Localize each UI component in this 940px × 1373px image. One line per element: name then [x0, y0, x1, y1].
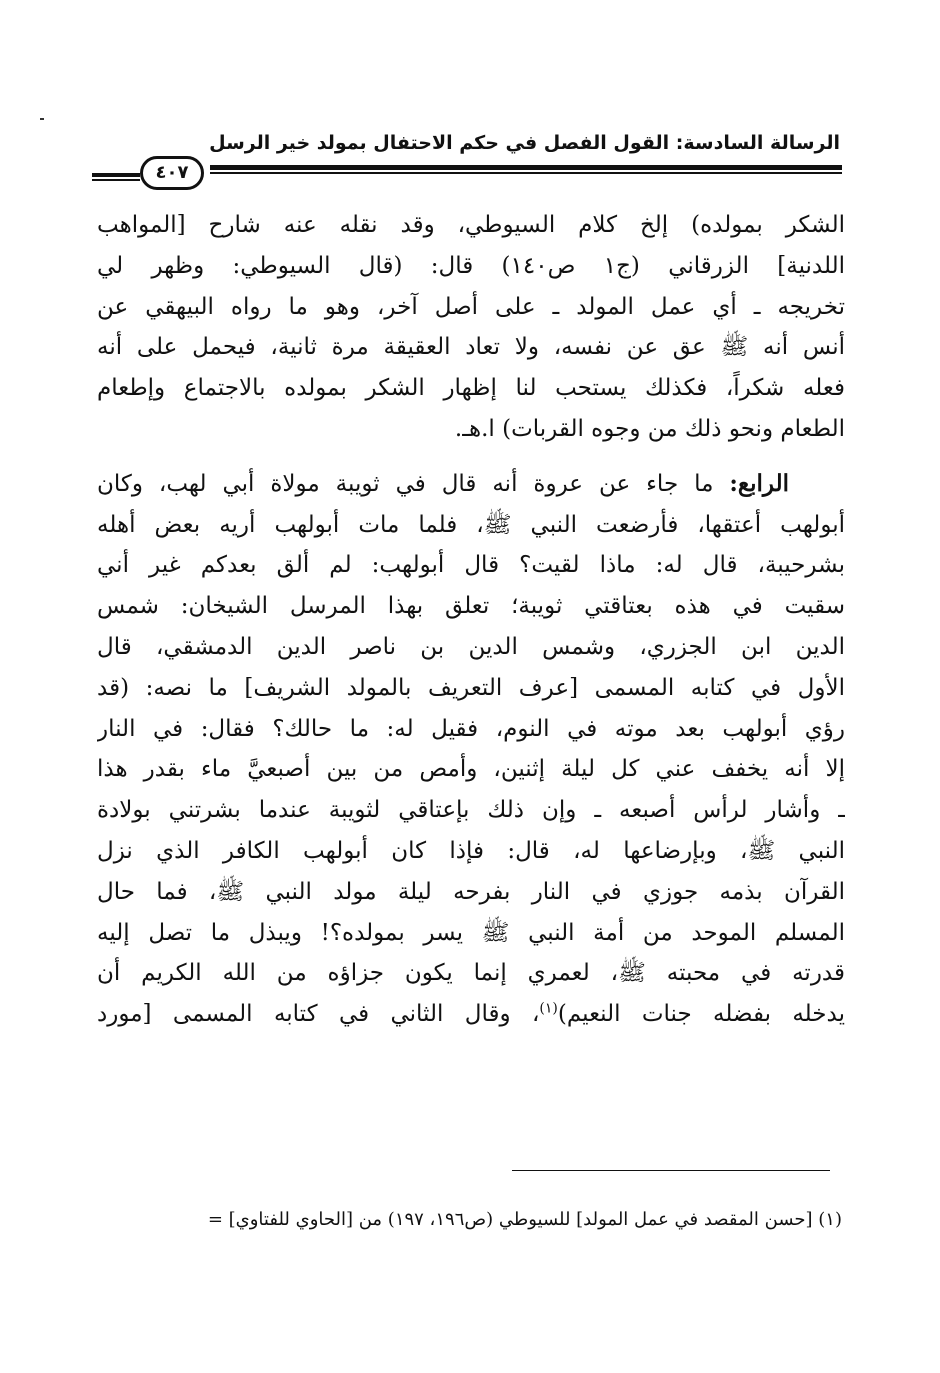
header-rule-thin: [210, 172, 842, 174]
running-header: الرسالة السادسة: القول الفصل في حكم الاحتفال بمولد خير الرسل: [209, 132, 840, 154]
footnote-separator: [512, 1170, 830, 1171]
text-fragment: يدخله بفضله جنات النعيم): [557, 1001, 845, 1028]
text-line: الشكر بمولده) إلخ كلام السيوطي، وقد نقله عنه شارح [المواهب: [97, 212, 845, 238]
header-rule-thick: [210, 165, 842, 170]
footnote-marker[interactable]: (١): [539, 1000, 558, 1017]
text-line: ـ وأشار لرأس أصبعه ـ وإن ذلك بإعتاقي لثويبة عندما بشرتني بولادة: [97, 797, 845, 824]
page-number-badge: ٤٠٧: [140, 156, 204, 190]
header-rule-left-thick: [92, 173, 140, 177]
text-fragment: ، وقال الثاني في كتابه المسمى [مورد: [97, 1001, 540, 1028]
text-line: تخريجه ـ أي عمل المولد ـ على أصل آخر، وهو ما رواه البيهقي عن: [97, 293, 845, 320]
text-line: رؤي أبولهب بعد موته في النوم، فقيل له: ما حالك؟ فقال: في النار: [97, 715, 845, 742]
text-line: النبي ﷺ، وبإرضاعها له، قال: فإذا كان أبولهب الكافر الذي نزل: [97, 837, 845, 864]
footnote: (١) [حسن المقصد في عمل المولد] للسيوطي (ص١٩٦، ١٩٧) من [الحاوي للفتاوي] =: [207, 1209, 842, 1230]
scan-speck: [40, 118, 44, 120]
text-line: القرآن بذمه جوزي في النار بفرحه ليلة مولد النبي ﷺ، فما حال: [97, 878, 845, 905]
text-line: المسلم الموحد من أمة النبي ﷺ يسر بمولده؟! ويبذل ما تصل إليه: [97, 919, 845, 946]
text-line: الأول في كتابه المسمى [عرف التعريف بالمولد الشريف] ما نصه: (قد: [97, 674, 845, 701]
text-line: اللدنية] الزرقاني (ج١ ص١٤٠) قال: (قال السيوطي: وظهر لي: [97, 252, 845, 279]
text-line: إلا أنه يخفف عني كل ليلة إثنين، وأمص من بين أصبعيَّ ماء بقدر هذا: [97, 756, 845, 783]
text-fragment: ما جاء عن عروة أنه قال في ثويبة مولاة أبي لهب، وكان: [97, 470, 714, 497]
text-line: أبولهب أعتقها، فأرضعت النبي ﷺ، فلما مات أبولهب أريه بعض أهله: [97, 511, 845, 538]
text-line: فعله شكراً، فكذلك يستحب لنا إظهار الشكر بمولده بالاجتماع وإطعام: [97, 375, 845, 402]
text-line: الدين ابن الجزري، وشمس الدين بن ناصر الدين الدمشقي، قال: [97, 633, 845, 660]
paragraph-last-line: [97, 994, 845, 1035]
text-line: سقيت في هذه بعتاقتي ثويبة؛ تعلق بهذا المرسل الشيخان: شمس: [97, 593, 845, 620]
paragraph-lead: الرابع:: [729, 469, 790, 497]
text-line: الطعام ونحو ذلك من وجوه القربات) ا.هـ.: [454, 415, 845, 442]
main-text: [97, 205, 845, 1035]
paragraph-first-line: [97, 464, 845, 505]
text-line: بشرحيبة، قال له: ماذا لقيت؟ قال أبولهب: لم ألق بعدكم غير أني: [97, 552, 845, 579]
text-line: قدرته في محبته ﷺ، لعمري إنما يكون جزاؤه من الله الكريم أن: [97, 960, 845, 987]
text-line: أنس أنه ﷺ عق عن نفسه، ولا تعاد العقيقة مرة ثانية، فيحمل على أنه: [97, 334, 845, 361]
header-rule-left-thin: [92, 179, 140, 181]
paragraph-gap: [97, 450, 845, 464]
